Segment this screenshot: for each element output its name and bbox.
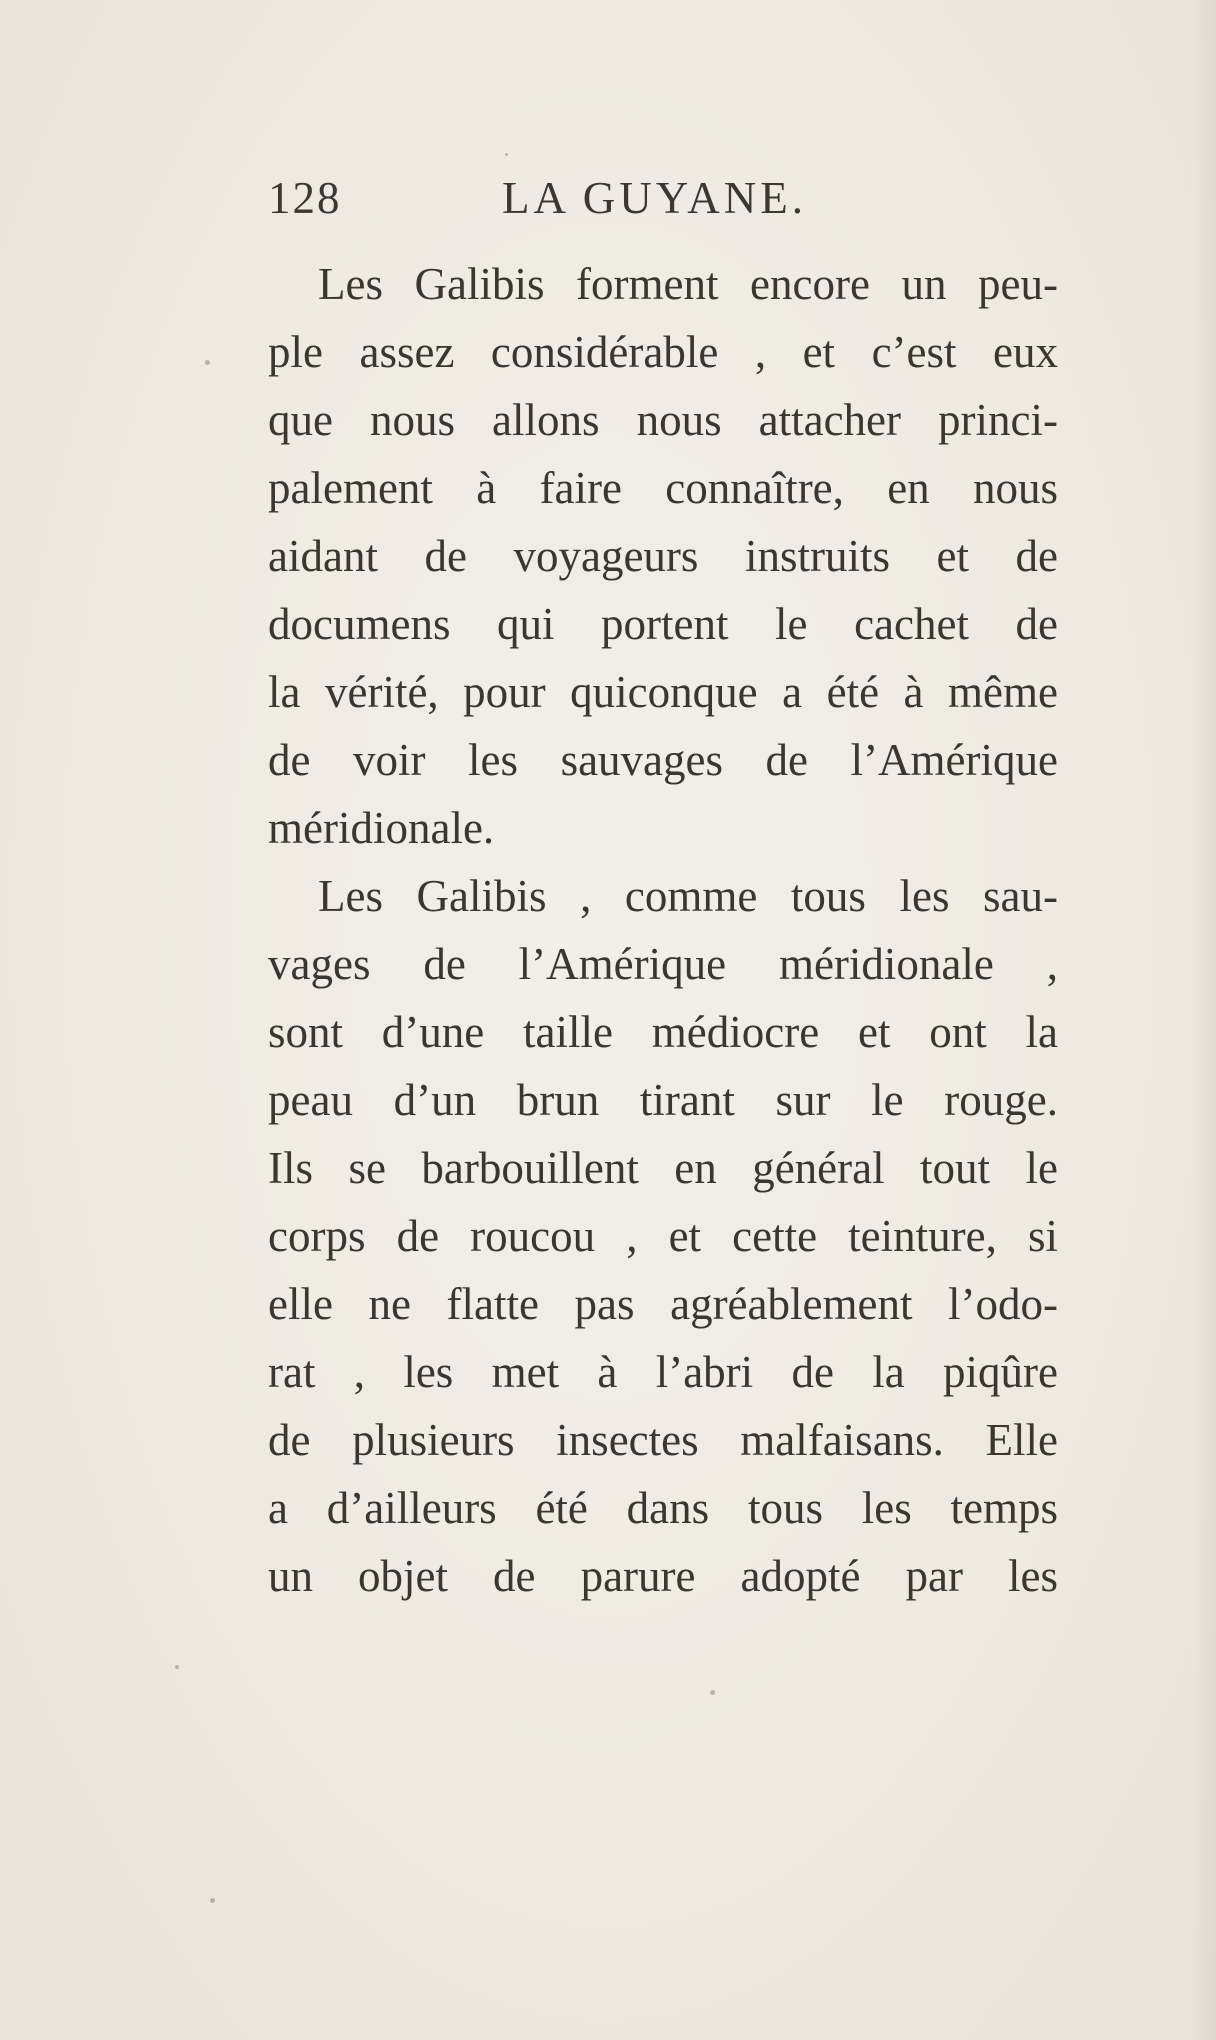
text-line: que nous allons nous attacher princi- (268, 395, 1058, 445)
text-line: corps de roucou , et cette teinture, si (268, 1211, 1058, 1261)
page-edge-shadow (1190, 0, 1216, 2040)
text-line: documens qui portent le cachet de (268, 599, 1058, 649)
text-line: ple assez considérable , et c’est eux (268, 327, 1058, 377)
text-line: un objet de parure adopté par les (268, 1551, 1058, 1601)
body-text (268, 250, 1058, 1610)
text-line: rat , les met à l’abri de la piqûre (268, 1347, 1058, 1397)
text-line: a d’ailleurs été dans tous les temps (268, 1483, 1058, 1533)
text-line: elle ne flatte pas agréablement l’odo- (268, 1279, 1058, 1329)
text-line: méridionale. (268, 803, 495, 853)
paper-speck (710, 1690, 715, 1695)
text-line: Les Galibis , comme tous les sau- (318, 871, 1058, 921)
text-line: de voir les sauvages de l’Amérique (268, 735, 1058, 785)
text-line: peau d’un brun tirant sur le rouge. (268, 1075, 1058, 1125)
text-line: sont d’une taille médiocre et ont la (268, 1007, 1058, 1057)
text-line: aidant de voyageurs instruits et de (268, 531, 1058, 581)
paper-speck (175, 1665, 179, 1669)
page-header (268, 172, 828, 232)
page-number: 128 (268, 173, 342, 223)
text-line: vages de l’Amérique méridionale , (268, 939, 1058, 989)
paper-speck (505, 153, 508, 156)
paper-speck (210, 1898, 215, 1903)
text-line: la vérité, pour quiconque a été à même (268, 667, 1058, 717)
text-line: palement à faire connaître, en nous (268, 463, 1058, 513)
text-line: Les Galibis forment encore un peu- (318, 259, 1058, 309)
running-title: LA GUYANE. (502, 173, 807, 223)
paper-speck (205, 360, 210, 365)
text-line: de plusieurs insectes malfaisans. Elle (268, 1415, 1058, 1465)
text-line: Ils se barbouillent en général tout le (268, 1143, 1058, 1193)
